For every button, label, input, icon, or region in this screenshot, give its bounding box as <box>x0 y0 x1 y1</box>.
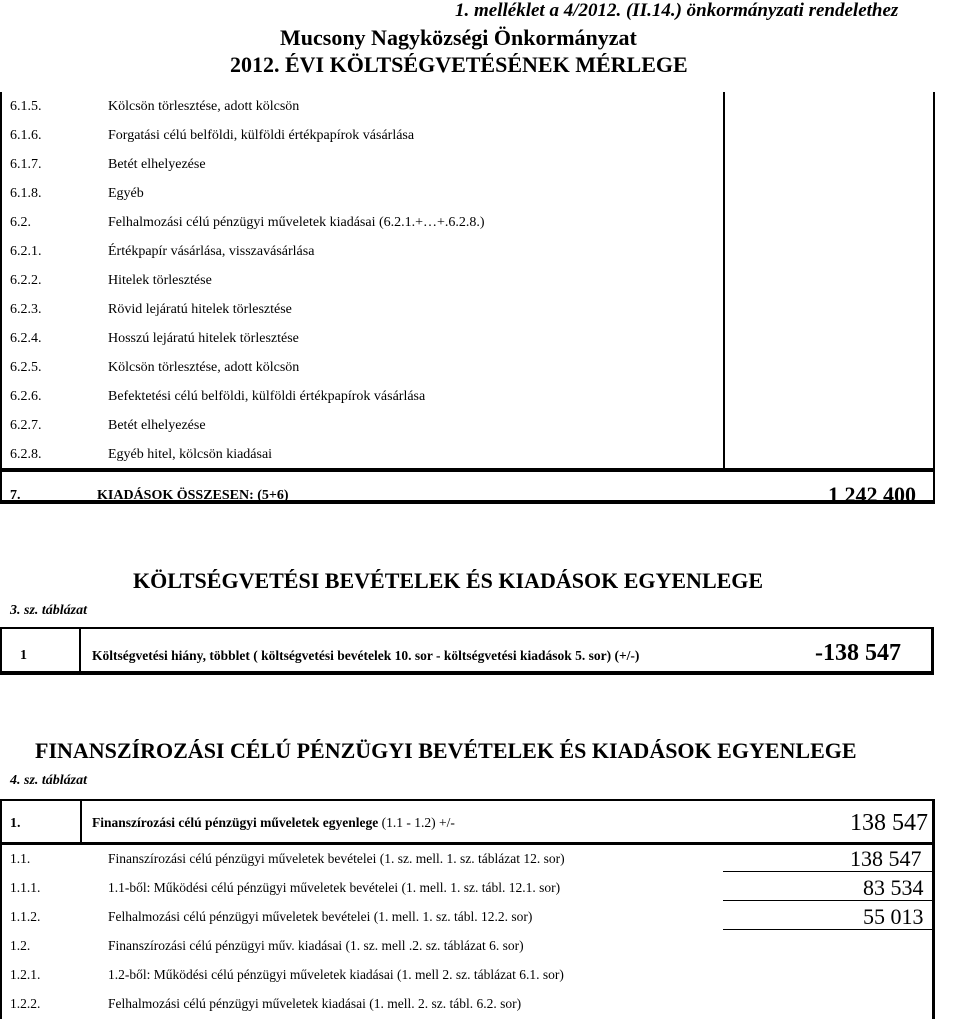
row-label: Befektetési célú belföldi, külföldi értékpapírok vásárlása <box>108 389 426 404</box>
row-label: Egyéb hitel, kölcsön kiadásai <box>108 447 273 462</box>
fin-row-code: 1.1. <box>10 851 31 866</box>
row-label: Betét elhelyezése <box>108 418 206 433</box>
row-code: 6.1.6. <box>10 128 42 143</box>
row-code: 6.2. <box>10 215 31 230</box>
fin-main-label-rest: (1.1 - 1.2) +/- <box>378 815 455 830</box>
fin-row-label: Finanszírozási célú pénzügyi műv. kiadásai (1. sz. mell .2. sz. táblázat 6. sor) <box>108 938 524 953</box>
table-row <box>0 440 935 469</box>
row-code: 6.2.4. <box>10 331 42 346</box>
table-row <box>0 208 935 237</box>
fin-table-border-right <box>932 800 935 1019</box>
row-code: 6.2.2. <box>10 273 42 288</box>
fin-row-label: 1.2-ből: Működési célú pénzügyi műveletek kiadásai (1. mell 2. sz. táblázat 6.1. sor) <box>108 967 564 982</box>
table-row <box>0 150 935 179</box>
budget-balance-row-value: -138 547 <box>815 640 901 666</box>
row-label: Értékpapír vásárlása, visszavásárlása <box>108 244 315 259</box>
row-code: 6.2.1. <box>10 244 42 259</box>
row-label: Forgatási célú belföldi, külföldi értékpapírok vásárlása <box>108 128 415 143</box>
budget-balance-title: KÖLTSÉGVETÉSI BEVÉTELEK ÉS KIADÁSOK EGYENLEGE <box>133 568 764 593</box>
row-code: 6.1.7. <box>10 157 42 172</box>
row-label: Kölcsön törlesztése, adott kölcsön <box>108 360 300 375</box>
table-row <box>0 121 935 150</box>
fin-row-label: Felhalmozási célú pénzügyi műveletek kiadásai (1. mell. 2. sz. tábl. 6.2. sor) <box>108 996 522 1011</box>
budget-balance-row-code: 1 <box>20 648 27 663</box>
row-code: 6.1.5. <box>10 99 42 114</box>
fin-row-code: 1.2.1. <box>10 967 41 982</box>
row-code: 6.1.8. <box>10 186 42 201</box>
row-code: 6.2.3. <box>10 302 42 317</box>
table-row <box>0 92 935 121</box>
fin-row-code: 1.2. <box>10 938 31 953</box>
table-row <box>0 411 935 440</box>
fin-row-label: Felhalmozási célú pénzügyi műveletek bevételei (1. mell. 1. sz. tábl. 12.2. sor) <box>108 909 533 924</box>
table-row <box>0 324 935 353</box>
row-label: Hitelek törlesztése <box>108 273 212 288</box>
table-row <box>0 295 935 324</box>
fin-value-underline <box>723 900 933 901</box>
organization-name: Mucsony Nagyközségi Önkormányzat <box>280 25 637 50</box>
fin-row-value: 83 534 <box>863 875 924 900</box>
fin-main-divider <box>80 800 82 844</box>
financing-balance-table-no: 4. sz. táblázat <box>10 773 88 788</box>
budget-balance-table-no: 3. sz. táblázat <box>10 603 88 618</box>
fin-main-value: 138 547 <box>850 810 928 836</box>
table-row <box>0 237 935 266</box>
table-row <box>0 179 935 208</box>
row-label: Kölcsön törlesztése, adott kölcsön <box>108 99 300 114</box>
row-code: 6.2.5. <box>10 360 42 375</box>
row-label: Hosszú lejáratú hitelek törlesztése <box>108 331 299 346</box>
row-label: Rövid lejáratú hitelek törlesztése <box>108 302 292 317</box>
table-row <box>0 353 935 382</box>
budget-balance-row-label: Költségvetési hiány, többlet ( költségvetési bevételek 10. sor - költségvetési kiadások 5. sor) (+/-) <box>92 648 640 663</box>
fin-table-border-top <box>0 799 935 801</box>
total-value: 1 242 400 <box>828 482 916 507</box>
table-row <box>0 266 935 295</box>
fin-table-border-left <box>0 800 2 1019</box>
fin-main-label-bold: Finanszírozási célú pénzügyi műveletek egyenlege <box>92 815 379 830</box>
row-code: 6.2.8. <box>10 447 42 462</box>
row-code: 6.2.6. <box>10 389 42 404</box>
fin-value-underline <box>723 929 933 930</box>
fin-row-value: 55 013 <box>863 904 924 929</box>
page-title: 2012. ÉVI KÖLTSÉGVETÉSÉNEK MÉRLEGE <box>230 52 688 77</box>
fin-row-code: 1.1.1. <box>10 880 41 895</box>
row-label: Betét elhelyezése <box>108 157 206 172</box>
fin-row-code: 1.2.2. <box>10 996 41 1011</box>
fin-row-label: Finanszírozási célú pénzügyi műveletek bevételei (1. sz. mell. 1. sz. táblázat 12. sor) <box>108 851 565 866</box>
fin-row-value: 138 547 <box>850 846 922 871</box>
fin-main-code: 1. <box>10 816 21 831</box>
fin-main-label <box>92 815 455 831</box>
total-label: KIADÁSOK ÖSSZESEN: (5+6) <box>97 488 289 503</box>
fin-row-label: 1.1-ből: Működési célú pénzügyi műveletek bevételei (1. mell. 1. sz. tábl. 12.1. sor) <box>108 880 561 895</box>
fin-row-code: 1.1.2. <box>10 909 41 924</box>
budget-balance-divider <box>79 627 81 673</box>
fin-value-underline <box>723 871 933 872</box>
expense-table <box>0 92 960 512</box>
total-code: 7. <box>10 488 21 503</box>
row-label: Felhalmozási célú pénzügyi műveletek kiadásai (6.2.1.+…+.6.2.8.) <box>108 215 485 230</box>
fin-main-row-border <box>0 842 935 845</box>
table-row <box>0 382 935 411</box>
total-row-top-border <box>0 468 935 472</box>
row-code: 6.2.7. <box>10 418 42 433</box>
annex-reference: 1. melléklet a 4/2012. (II.14.) önkormányzati rendelethez <box>455 0 899 21</box>
financing-balance-title: FINANSZÍROZÁSI CÉLÚ PÉNZÜGYI BEVÉTELEK ÉS KIADÁSOK EGYENLEGE <box>35 738 857 763</box>
row-label: Egyéb <box>108 186 144 201</box>
